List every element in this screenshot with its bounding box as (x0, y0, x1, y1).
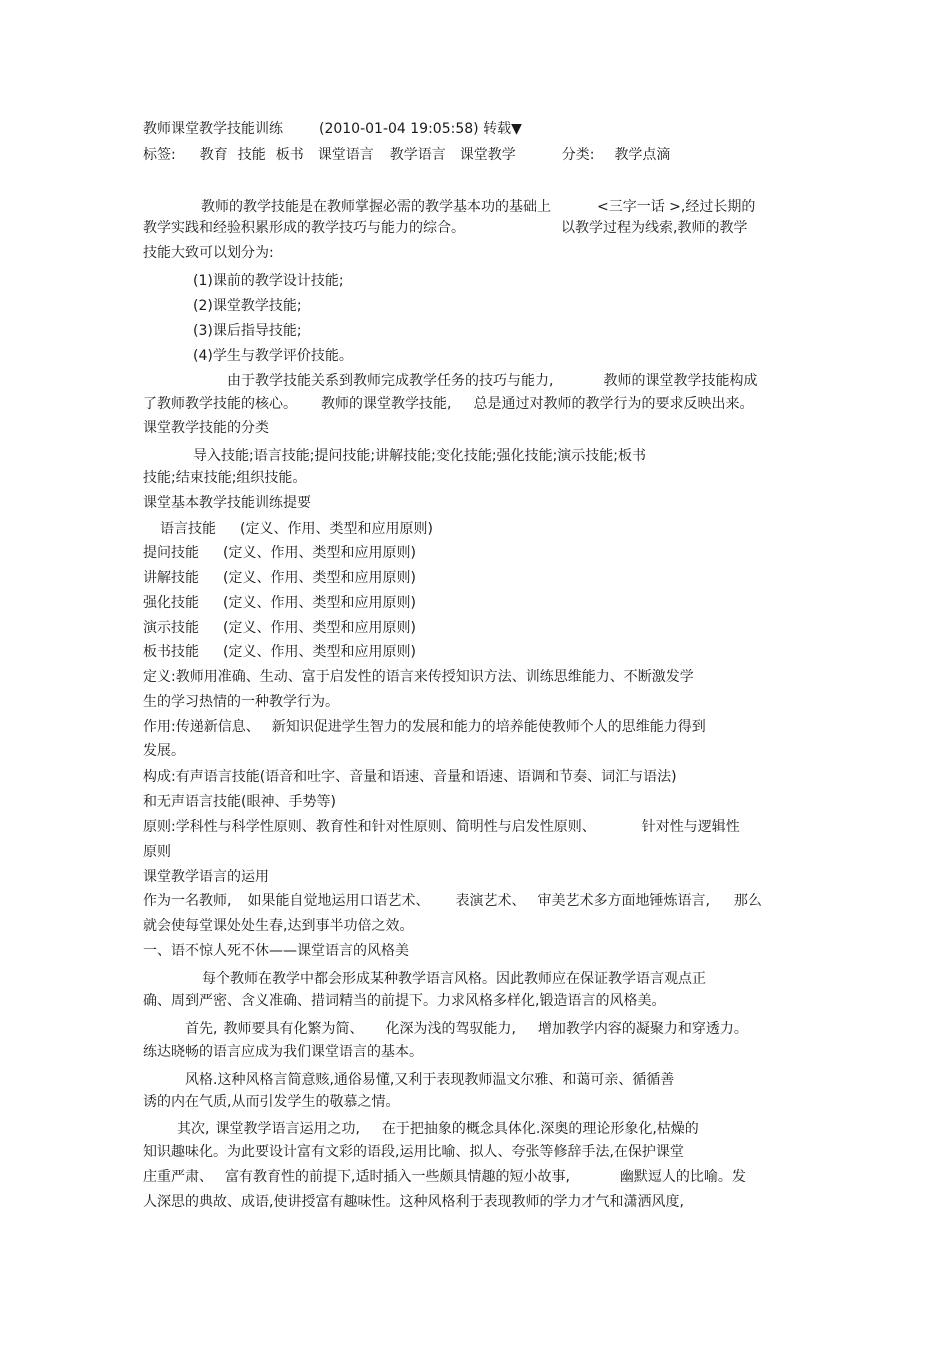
text-segment: 作为一名教师, (143, 893, 232, 909)
text-segment: 原则:学科性与科学性原则、教育性和针对性原则、简明性与启发性原则、 (143, 819, 596, 835)
paragraph-line: 确、周到严密、含义准确、措词精当的前提下。力求风格多样化,锻造语言的风格美。 (143, 993, 666, 1009)
paragraph-line: 技能大致可以划分为: (143, 245, 274, 261)
skill-desc: (定义、作用、类型和应用原则) (223, 644, 416, 660)
paragraph-line (185, 1020, 748, 1038)
tag-link[interactable]: 技能 (237, 147, 266, 163)
paragraph-line (143, 219, 747, 237)
paragraph-line: 构成:有声语言技能(语音和吐字、音量和语速、音量和语速、语调和节奏、词汇与语法) (143, 769, 677, 785)
article-title: 教师课堂教学技能训练 (143, 121, 283, 137)
skill-desc: (定义、作用、类型和应用原则) (240, 521, 433, 537)
tag-link[interactable]: 课堂语言 (317, 147, 374, 163)
text-segment: 教师的课堂教学技能, (321, 396, 452, 412)
text-segment: 其次, (177, 1121, 210, 1137)
text-segment: 教学实践和经验积累形成的教学技巧与能力的综合。 (143, 220, 465, 236)
skill-item (143, 619, 416, 637)
tags-line (143, 146, 670, 164)
paragraph-line (143, 892, 762, 910)
paragraph-line (227, 372, 757, 390)
skill-name: 讲解技能 (143, 570, 199, 586)
paragraph-line (143, 818, 740, 836)
section-heading: 课堂基本教学技能训练提要 (143, 495, 311, 511)
tag-link[interactable]: 教学语言 (389, 147, 446, 163)
paragraph-line: 每个教师在教学中都会形成某种教学语言风格。因此教师应在保证教学语言观点正 (202, 971, 706, 987)
skill-item (143, 643, 416, 661)
text-segment: 新知识促进学生智力的发展和能力的培养能使教师个人的思维能力得到 (271, 719, 706, 735)
paragraph-line (201, 198, 755, 216)
text-segment: 以教学过程为线索,教师的教学 (561, 220, 748, 236)
paragraph-line: 人深思的典故、成语,使讲授富有趣味性。这种风格利于表现教师的学力才气和潇洒风度, (143, 1194, 684, 1210)
paragraph-line: 就会使每堂课处处生春,达到事半功倍之效。 (143, 918, 414, 934)
paragraph-line: 生的学习热情的一种教学行为。 (143, 694, 339, 710)
paragraph-line (143, 395, 753, 413)
skill-name: 板书技能 (143, 644, 199, 660)
paragraph-line: 发展。 (143, 743, 185, 759)
text-segment: 总是通过对教师的教学行为的要求反映出来。 (473, 396, 754, 412)
paragraph-line (143, 1168, 746, 1186)
repost-link[interactable]: 转载▼ (483, 121, 522, 137)
section-heading: 一、语不惊人死不休——课堂语言的风格美 (143, 943, 409, 959)
paragraph-line: 原则 (143, 844, 171, 860)
text-segment: 由于教学技能关系到教师完成教学任务的技巧与能力, (227, 373, 554, 389)
paragraph-line: 诱的内在气质,从而引发学生的敬慕之情。 (143, 1094, 400, 1110)
text-segment: 教师要具有化繁为简、 (223, 1021, 364, 1037)
text-segment: 了教师教学技能的核心。 (143, 396, 297, 412)
paragraph-line: 技能;结束技能;组织技能。 (143, 470, 307, 486)
tag-link[interactable]: 课堂教学 (459, 147, 516, 163)
text-segment: 化深为浅的驾驭能力, (385, 1021, 516, 1037)
text-segment: 那么 (733, 893, 762, 909)
category-link[interactable]: 教学点滴 (614, 147, 671, 163)
skill-name: 演示技能 (143, 620, 199, 636)
skill-item (160, 520, 433, 538)
tags-label: 标签: (143, 147, 176, 163)
skill-name: 强化技能 (143, 595, 199, 611)
skill-desc: (定义、作用、类型和应用原则) (223, 595, 416, 611)
skill-item (143, 569, 416, 587)
list-item: (4)学生与教学评价技能。 (193, 348, 353, 364)
section-heading: 课堂教学技能的分类 (143, 420, 269, 436)
paragraph-line: 导入技能;语言技能;提问技能;讲解技能;变化技能;强化技能;演示技能;板书 (193, 448, 647, 464)
list-item: (2)课堂教学技能; (193, 298, 302, 314)
tag-link[interactable]: 教育 (199, 147, 228, 163)
skill-name: 语言技能 (160, 521, 216, 537)
text-segment: 课堂教学语言运用之功, (215, 1121, 360, 1137)
text-segment: 教师的课堂教学技能构成 (603, 373, 758, 389)
skill-desc: (定义、作用、类型和应用原则) (223, 570, 416, 586)
skill-item (143, 594, 416, 612)
text-segment: <三字一话 >,经过长期的 (597, 199, 756, 215)
text-segment: 审美艺术多方面地锤炼语言, (537, 893, 710, 909)
list-item: (3)课后指导技能; (193, 323, 302, 339)
paragraph-line (177, 1120, 699, 1138)
text-segment: 表演艺术、 (455, 893, 526, 909)
text-segment: 庄重严肃、 (143, 1169, 213, 1185)
list-item: (1)课前的教学设计技能; (193, 273, 344, 289)
text-segment: 增加教学内容的凝聚力和穿透力。 (537, 1021, 748, 1037)
article-title-line (143, 120, 522, 138)
text-segment: 如果能自觉地运用口语艺术、 (247, 893, 430, 909)
skill-desc: (定义、作用、类型和应用原则) (223, 620, 416, 636)
paragraph-line: 风格.这种风格言简意赅,通俗易懂,又利于表现教师温文尔雅、和蔼可亲、循循善 (185, 1072, 675, 1088)
text-segment: 首先, (185, 1021, 218, 1037)
section-heading: 课堂教学语言的运用 (143, 869, 269, 885)
skill-name: 提问技能 (143, 545, 199, 561)
paragraph-line: 和无声语言技能(眼神、手势等) (143, 794, 336, 810)
paragraph-line: 知识趣味化。为此要设计富有文彩的语段,运用比喻、拟人、夸张等修辞手法,在保护课堂 (143, 1144, 684, 1160)
text-segment: 教师的教学技能是在教师掌握必需的教学基本功的基础上 (201, 199, 551, 215)
paragraph-line (143, 718, 706, 736)
text-segment: 幽默逗人的比喻。发 (619, 1169, 746, 1185)
text-segment: 作用:传递新信息、 (143, 719, 260, 735)
paragraph-line: 定义:教师用准确、生动、富于启发性的语言来传授知识方法、训练思维能力、不断激发学 (143, 669, 694, 685)
skill-desc: (定义、作用、类型和应用原则) (223, 545, 416, 561)
skill-item (143, 544, 416, 562)
text-segment: 富有教育性的前提下,适时插入一些颇具情趣的短小故事, (225, 1169, 570, 1185)
paragraph-line: 练达晓畅的语言应成为我们课堂语言的基本。 (143, 1044, 423, 1060)
tag-link[interactable]: 板书 (275, 147, 304, 163)
category-label: 分类: (561, 147, 595, 163)
article-datetime: (2010-01-04 19:05:58) (319, 121, 479, 137)
text-segment: 针对性与逻辑性 (641, 819, 740, 835)
text-segment: 在于把抽象的概念具体化.深奥的理论形象化,枯燥的 (381, 1121, 699, 1137)
